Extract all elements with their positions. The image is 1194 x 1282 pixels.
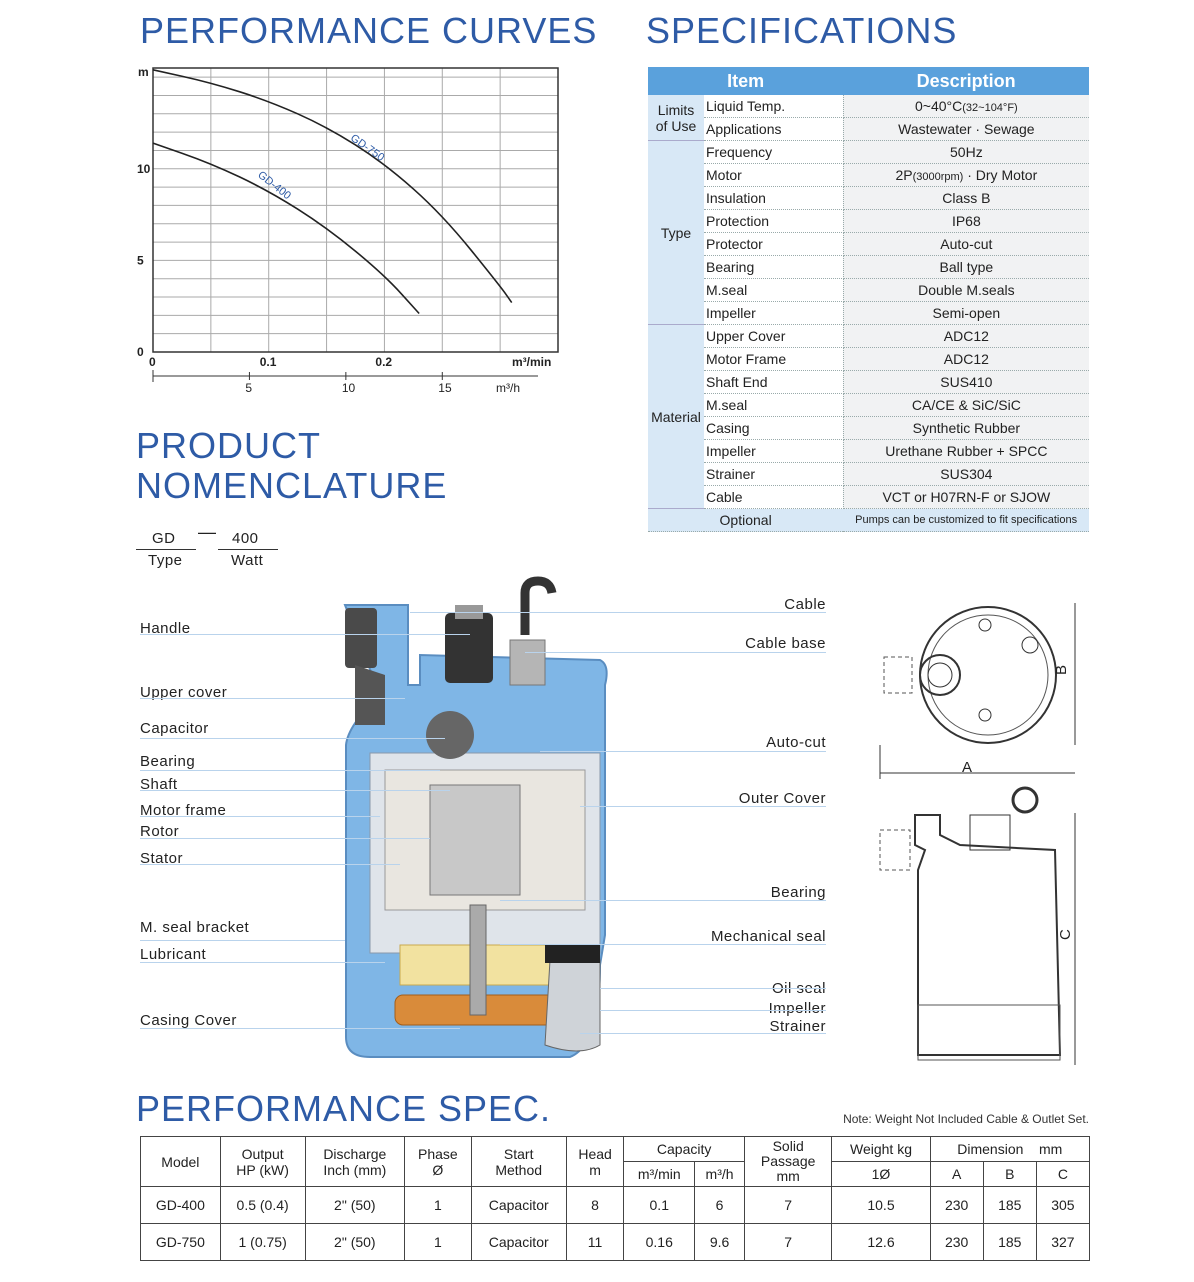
pump-cutaway-illustration — [130, 575, 850, 1065]
table-cell: 185 — [983, 1187, 1036, 1224]
y-axis-unit: m — [138, 65, 149, 79]
spec-item-label: M.seal — [704, 394, 843, 417]
table-cell: 0.5 (0.4) — [220, 1187, 305, 1224]
spec-header-row — [648, 67, 1089, 95]
spec-item-description — [843, 141, 1089, 164]
x-tick-label: 0.2 — [375, 355, 393, 369]
header-solid-passage: Solid Passage mm — [744, 1137, 831, 1187]
x2-axis-unit: m³/h — [496, 381, 520, 395]
table-cell: 7 — [744, 1224, 831, 1261]
leader-line — [140, 738, 445, 739]
cable-hook — [525, 581, 552, 635]
y-tick-label: 5 — [137, 253, 144, 268]
part-label-left: Lubricant — [140, 946, 207, 963]
leader-line — [580, 1033, 826, 1034]
table-cell: 230 — [930, 1224, 983, 1261]
capacitor-shape — [426, 711, 474, 759]
spec-item-description — [843, 233, 1089, 256]
leader-line — [140, 790, 450, 791]
spec-desc-main: 50Hz — [950, 144, 983, 160]
table-row — [141, 1224, 1090, 1261]
spec-desc-small: (3000rpm) — [912, 171, 964, 183]
part-label-left: Stator — [140, 850, 184, 867]
header-model: Model — [141, 1137, 221, 1187]
table-cell: 11 — [566, 1224, 624, 1261]
x-tick-label: 0 — [149, 355, 156, 369]
spec-item-label: Frequency — [704, 141, 843, 164]
leader-line — [410, 612, 826, 613]
spec-desc-main: ADC12 — [943, 328, 989, 344]
part-label-right: Cable base — [745, 635, 826, 652]
spec-row — [648, 325, 1089, 348]
spec-item-label: Upper Cover — [704, 325, 843, 348]
leader-line — [540, 751, 826, 752]
spec-item-description — [843, 348, 1089, 371]
specifications-heading: SPECIFICATIONS — [646, 10, 958, 51]
header-dim-c: C — [1036, 1162, 1089, 1187]
table-cell: 8 — [566, 1187, 624, 1224]
table-cell: GD-750 — [141, 1224, 221, 1261]
spec-item-label: Impeller — [704, 302, 843, 325]
table-cell: 2" (50) — [305, 1224, 405, 1261]
spec-item-label: Protection — [704, 210, 843, 233]
part-label-left: Capacitor — [140, 720, 209, 737]
part-label-left: Motor frame — [140, 802, 227, 819]
spec-item-label: Shaft End — [704, 371, 843, 394]
header-capacity-m3h: m³/h — [695, 1162, 745, 1187]
table-cell: 1 — [405, 1187, 471, 1224]
table-cell: Capacitor — [471, 1187, 566, 1224]
part-label-right: Strainer — [769, 1018, 826, 1035]
spec-item-label: Cable — [704, 486, 843, 509]
part-label-right: Oil seal — [771, 980, 826, 997]
dimension-c-label: C — [1057, 929, 1074, 940]
spec-desc-main: Ball type — [939, 259, 994, 275]
spec-row — [648, 279, 1089, 302]
strainer-shape — [545, 960, 600, 1051]
leader-line — [500, 900, 826, 901]
chart-grid — [153, 68, 558, 352]
spec-desc-main: 2P — [895, 167, 913, 183]
spec-optional-description: Pumps can be customized to fit specifications — [843, 509, 1089, 532]
leader-line — [140, 698, 405, 699]
spec-item-label: M.seal — [704, 279, 843, 302]
spec-desc-main: 0~40°C — [915, 98, 963, 114]
series-label: GD-400 — [255, 169, 294, 203]
spec-desc-main: Double M.seals — [918, 282, 1015, 298]
spec-item-description — [843, 210, 1089, 233]
spec-item-description — [843, 463, 1089, 486]
spec-row — [648, 394, 1089, 417]
table-cell: 1 — [405, 1224, 471, 1261]
leader-line — [500, 944, 826, 945]
leader-line — [525, 652, 826, 653]
spec-item-label: Strainer — [704, 463, 843, 486]
header-weight-phase: 1Ø — [832, 1162, 930, 1187]
table-row — [141, 1187, 1090, 1224]
nomenclature-code — [136, 522, 296, 578]
handle-shape — [345, 608, 377, 668]
plot-frame — [153, 68, 558, 352]
spec-item-label: Liquid Temp. — [704, 95, 843, 118]
weight-note: Note: Weight Not Included Cable & Outlet Set. — [843, 1112, 1089, 1126]
spec-item-label: Protector — [704, 233, 843, 256]
spec-header-item: Item — [648, 67, 843, 95]
spec-desc-main: CA/CE & SiC/SiC — [911, 397, 1021, 413]
nomenclature-heading-line1: PRODUCT — [136, 425, 321, 466]
cable-base-shape — [510, 640, 545, 685]
nomenclature-watt-label: Watt — [231, 552, 264, 569]
spec-row — [648, 164, 1089, 187]
chart-axes — [153, 68, 558, 382]
dimension-b-label: B — [1053, 664, 1070, 675]
series-label: GD-750 — [347, 132, 387, 165]
spec-optional-label: Optional — [648, 509, 843, 532]
spec-row — [648, 95, 1089, 118]
spec-row — [648, 417, 1089, 440]
spec-desc-main: IP68 — [951, 213, 981, 229]
spec-item-label: Casing — [704, 417, 843, 440]
spec-row — [648, 302, 1089, 325]
part-label-right: Cable — [784, 596, 826, 613]
part-label-left: Casing Cover — [140, 1012, 237, 1029]
x2-tick-label: 10 — [341, 381, 356, 395]
side-view-drawing — [880, 788, 1075, 1065]
table-cell: 12.6 — [832, 1224, 930, 1261]
spec-desc-main: SUS304 — [940, 466, 993, 482]
spec-optional-row — [648, 509, 1089, 532]
y-tick-label: 10 — [137, 161, 151, 176]
oil-seal-ring — [545, 945, 600, 963]
spec-item-description — [843, 486, 1089, 509]
spec-desc-main: Synthetic Rubber — [912, 420, 1021, 436]
spec-item-description — [843, 187, 1089, 210]
spec-item-description — [843, 118, 1089, 141]
spec-item-description — [843, 371, 1089, 394]
rotor-shape — [430, 785, 520, 895]
spec-item-label: Impeller — [704, 440, 843, 463]
part-label-left: Rotor — [140, 823, 180, 840]
spec-item-description — [843, 95, 1089, 118]
spec-row — [648, 118, 1089, 141]
spec-item-description — [843, 302, 1089, 325]
leader-line — [140, 1028, 460, 1029]
spec-item-description — [843, 394, 1089, 417]
part-label-right: Outer Cover — [738, 790, 826, 807]
leader-line — [600, 1010, 826, 1011]
header-dim-a: A — [930, 1162, 983, 1187]
part-label-right: Auto-cut — [766, 734, 826, 751]
spec-row — [648, 371, 1089, 394]
spec-desc-main: Urethane Rubber + SPCC — [885, 443, 1048, 459]
header-phase: Phase Ø — [405, 1137, 471, 1187]
nomenclature-watt-code: 400 — [232, 530, 259, 547]
nomenclature-dash: — — [198, 522, 217, 542]
leader-line — [140, 838, 430, 839]
header-start-method: Start Method — [471, 1137, 566, 1187]
specifications-table — [648, 67, 1089, 532]
leader-line — [580, 806, 826, 807]
leader-line — [600, 988, 826, 989]
header-dimension: Dimension mm — [930, 1137, 1089, 1162]
spec-group-type: Type — [648, 141, 704, 325]
x2-tick-label: 5 — [245, 381, 253, 395]
table-cell: 230 — [930, 1187, 983, 1224]
spec-desc-main: Auto-cut — [940, 236, 993, 252]
header-capacity: Capacity — [624, 1137, 745, 1162]
x-tick-label: 0.1 — [259, 355, 277, 369]
spec-item-description — [843, 417, 1089, 440]
table-cell: GD-400 — [141, 1187, 221, 1224]
dimension-a-label: A — [962, 759, 973, 776]
table-cell: 9.6 — [695, 1224, 745, 1261]
spec-row — [648, 210, 1089, 233]
nomenclature-underline-watt — [218, 549, 278, 550]
series-line-gd-750 — [153, 70, 512, 303]
part-label-left: Upper cover — [140, 684, 228, 701]
header-weight: Weight kg — [832, 1137, 930, 1162]
spec-row — [648, 440, 1089, 463]
leader-line — [140, 634, 470, 635]
performance-curves-heading: PERFORMANCE CURVES — [140, 10, 598, 51]
x2-tick-label: 15 — [438, 381, 452, 395]
part-label-left: Handle — [140, 620, 191, 637]
spec-desc-main: Class B — [942, 190, 991, 206]
spec-item-label: Bearing — [704, 256, 843, 279]
chart-labels — [137, 65, 551, 395]
spec-group-material: Material — [648, 325, 704, 509]
header-discharge: Discharge Inch (mm) — [305, 1137, 405, 1187]
nomenclature-heading — [136, 426, 447, 506]
leader-line — [140, 962, 385, 963]
spec-desc-main: SUS410 — [940, 374, 993, 390]
leader-line — [140, 770, 440, 771]
spec-row — [648, 256, 1089, 279]
dimension-drawings — [870, 595, 1090, 1075]
x-axis-unit: m³/min — [512, 355, 552, 369]
part-label-left: Bearing — [140, 753, 196, 770]
spec-item-description — [843, 256, 1089, 279]
performance-spec-table — [140, 1136, 1090, 1261]
part-label-left: Shaft — [140, 776, 178, 793]
spec-desc-small: (32~104°F) — [962, 102, 1018, 114]
table-cell: 185 — [983, 1224, 1036, 1261]
leader-line — [140, 816, 380, 817]
nomenclature-heading-line2: NOMENCLATURE — [136, 465, 448, 506]
spec-item-label: Insulation — [704, 187, 843, 210]
spec-group-limits: Limits of Use — [648, 95, 704, 141]
table-cell: Capacitor — [471, 1224, 566, 1261]
spec-item-label: Applications — [704, 118, 843, 141]
shaft-shape — [470, 905, 486, 1015]
spec-item-description — [843, 279, 1089, 302]
spec-desc-main: Semi-open — [932, 305, 1001, 321]
table-cell: 1 (0.75) — [220, 1224, 305, 1261]
spec-desc-main: Wastewater · Sewage — [898, 121, 1035, 137]
part-label-right: Mechanical seal — [710, 928, 826, 945]
table-cell: 327 — [1036, 1224, 1089, 1261]
table-cell: 6 — [695, 1187, 745, 1224]
part-label-right: Bearing — [770, 884, 826, 901]
spec-row — [648, 463, 1089, 486]
nomenclature-underline-type — [136, 549, 196, 550]
chart-curves — [153, 70, 512, 314]
spec-row — [648, 233, 1089, 256]
header-capacity-m3min: m³/min — [624, 1162, 695, 1187]
top-view-drawing — [880, 603, 1075, 779]
spec-item-description — [843, 440, 1089, 463]
leader-line — [140, 864, 400, 865]
table-cell: 0.16 — [624, 1224, 695, 1261]
header-output: Output HP (kW) — [220, 1137, 305, 1187]
spec-desc-after: · Dry Motor — [963, 167, 1038, 183]
spec-row — [648, 348, 1089, 371]
spec-header-description: Description — [843, 67, 1089, 95]
nomenclature-type-code: GD — [152, 530, 176, 547]
table-cell: 0.1 — [624, 1187, 695, 1224]
table-cell: 10.5 — [832, 1187, 930, 1224]
spec-desc-main: VCT or H07RN-F or SJOW — [882, 489, 1051, 505]
spec-row — [648, 187, 1089, 210]
spec-item-label: Motor — [704, 164, 843, 187]
table-cell: 2" (50) — [305, 1187, 405, 1224]
spec-item-label: Motor Frame — [704, 348, 843, 371]
performance-chart — [130, 60, 580, 400]
table-cell: 7 — [744, 1187, 831, 1224]
header-head: Head m — [566, 1137, 624, 1187]
capacitor-housing — [445, 613, 493, 683]
spec-item-description — [843, 164, 1089, 187]
spec-desc-main: ADC12 — [943, 351, 989, 367]
y-tick-label: 0 — [137, 345, 144, 359]
leader-line — [140, 940, 345, 941]
header-dim-b: B — [983, 1162, 1036, 1187]
spec-row — [648, 486, 1089, 509]
outlet-shape — [355, 665, 385, 725]
table-cell: 305 — [1036, 1187, 1089, 1224]
spec-row — [648, 141, 1089, 164]
spec-item-description — [843, 325, 1089, 348]
part-label-right: Impeller — [768, 1000, 826, 1017]
performance-spec-heading: PERFORMANCE SPEC. — [136, 1088, 552, 1129]
part-label-left: M. seal bracket — [140, 919, 250, 936]
nomenclature-type-label: Type — [148, 552, 183, 569]
